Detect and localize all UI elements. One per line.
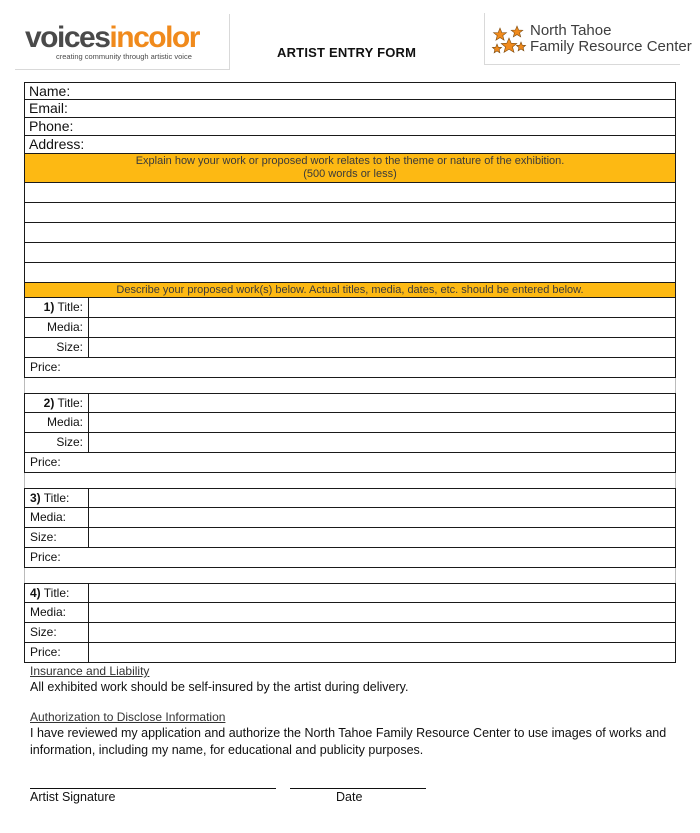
work-4-title-input[interactable] <box>89 584 675 602</box>
voices-in-color-logo <box>15 14 230 70</box>
describe-banner: Describe your proposed work(s) below. Actual titles, media, dates, etc. should be entered below. <box>24 283 676 298</box>
work-4-title-row <box>24 583 676 603</box>
work-separator <box>24 378 676 393</box>
work-1-media-row <box>24 318 676 338</box>
explain-banner-line2: (500 words or less) <box>303 168 397 180</box>
work-4-price-input[interactable] <box>89 643 675 662</box>
work-3-price-label: Price: <box>30 550 61 564</box>
work-3-size-row <box>24 528 676 548</box>
explanation-line-4[interactable] <box>24 243 676 263</box>
email-label: Email: <box>29 100 68 116</box>
work-4-media-row <box>24 603 676 623</box>
work-2-title-text: Title: <box>57 396 83 410</box>
date-line[interactable] <box>290 788 426 789</box>
work-3-media-row <box>24 508 676 528</box>
work-4-size-row <box>24 623 676 643</box>
work-3-size-label: Size: <box>25 528 89 547</box>
phone-label: Phone: <box>29 118 74 134</box>
work-4-size-label: Size: <box>25 623 89 642</box>
work-3-media-label: Media: <box>25 508 89 527</box>
work-4-title-label <box>25 584 89 602</box>
logo-wordmark <box>25 22 199 54</box>
work-2-price-row[interactable] <box>24 453 676 473</box>
work-1-title-text: Title: <box>57 300 83 314</box>
work-4-number: 4) <box>30 586 41 600</box>
signature-line[interactable] <box>30 788 276 789</box>
work-3-media-input[interactable] <box>89 508 675 527</box>
work-1-price-label: Price: <box>30 360 61 374</box>
work-2-size-label: Size: <box>25 433 89 452</box>
work-4-media-label: Media: <box>25 603 89 622</box>
work-2-media-input[interactable] <box>89 413 675 432</box>
work-1-title-input[interactable] <box>89 298 675 317</box>
page-title: ARTIST ENTRY FORM <box>277 45 417 60</box>
work-1-number: 1) <box>43 300 55 314</box>
work-4-title-text: Title: <box>43 586 70 600</box>
address-label: Address: <box>29 136 85 152</box>
work-1-size-input[interactable] <box>89 338 675 357</box>
stars-icon <box>491 22 527 58</box>
logo-word-voices: voices <box>25 21 110 54</box>
work-3-number: 3) <box>30 491 41 505</box>
work-3-title-label <box>25 489 89 507</box>
logo-tagline: creating community through artistic voice <box>56 52 192 61</box>
logo-word-color: color <box>133 21 199 54</box>
work-2-number: 2) <box>43 396 55 410</box>
name-label: Name: <box>29 83 71 99</box>
work-2-price-label: Price: <box>30 455 61 469</box>
work-3-title-text: Title: <box>43 491 70 505</box>
work-2-title-row <box>24 393 676 413</box>
email-field[interactable] <box>24 100 676 118</box>
work-2-media-label: Media: <box>25 413 89 432</box>
date-label: Date <box>336 790 363 804</box>
work-4-price-row <box>24 643 676 663</box>
frc-logo-line2: Family Resource Center <box>530 38 692 55</box>
work-2-media-row <box>24 413 676 433</box>
page-header <box>0 0 700 72</box>
authorization-body: I have reviewed my application and authorize the North Tahoe Family Resource Center to use images of works and information, including my name, for educational and publicity purposes. <box>30 726 667 757</box>
entry-form <box>24 82 676 663</box>
signature-label: Artist Signature <box>30 790 116 804</box>
insurance-heading: Insurance and Liability <box>30 664 150 678</box>
authorization-heading: Authorization to Disclose Information <box>30 710 226 724</box>
work-3-price-row[interactable] <box>24 548 676 568</box>
work-separator <box>24 568 676 583</box>
explain-banner <box>24 154 676 183</box>
work-1-media-label: Media: <box>25 318 89 337</box>
work-1-size-row <box>24 338 676 358</box>
work-1-price-row[interactable] <box>24 358 676 378</box>
work-separator <box>24 473 676 488</box>
name-field[interactable] <box>24 82 676 100</box>
frc-logo-line1: North Tahoe <box>530 22 612 39</box>
work-2-title-input[interactable] <box>89 394 675 412</box>
explanation-line-5[interactable] <box>24 263 676 283</box>
work-1-size-label: Size: <box>25 338 89 357</box>
work-4-price-label: Price: <box>25 643 89 662</box>
explanation-line-1[interactable] <box>24 183 676 203</box>
work-3-title-row <box>24 488 676 508</box>
explanation-line-2[interactable] <box>24 203 676 223</box>
work-2-size-row <box>24 433 676 453</box>
work-1-media-input[interactable] <box>89 318 675 337</box>
explanation-line-3[interactable] <box>24 223 676 243</box>
north-tahoe-frc-logo <box>484 13 692 65</box>
work-4-size-input[interactable] <box>89 623 675 642</box>
work-1-title-label <box>25 298 89 317</box>
explain-banner-line1: Explain how your work or proposed work relates to the theme or nature of the exhibition. <box>135 155 565 167</box>
work-3-title-input[interactable] <box>89 489 675 507</box>
work-2-title-label <box>25 394 89 412</box>
address-field[interactable] <box>24 136 676 154</box>
insurance-body: All exhibited work should be self-insured by the artist during delivery. <box>30 680 409 694</box>
logo-word-in: in <box>109 21 134 54</box>
work-3-size-input[interactable] <box>89 528 675 547</box>
work-2-size-input[interactable] <box>89 433 675 452</box>
phone-field[interactable] <box>24 118 676 136</box>
work-1-title-row <box>24 298 676 318</box>
work-4-media-input[interactable] <box>89 603 675 622</box>
